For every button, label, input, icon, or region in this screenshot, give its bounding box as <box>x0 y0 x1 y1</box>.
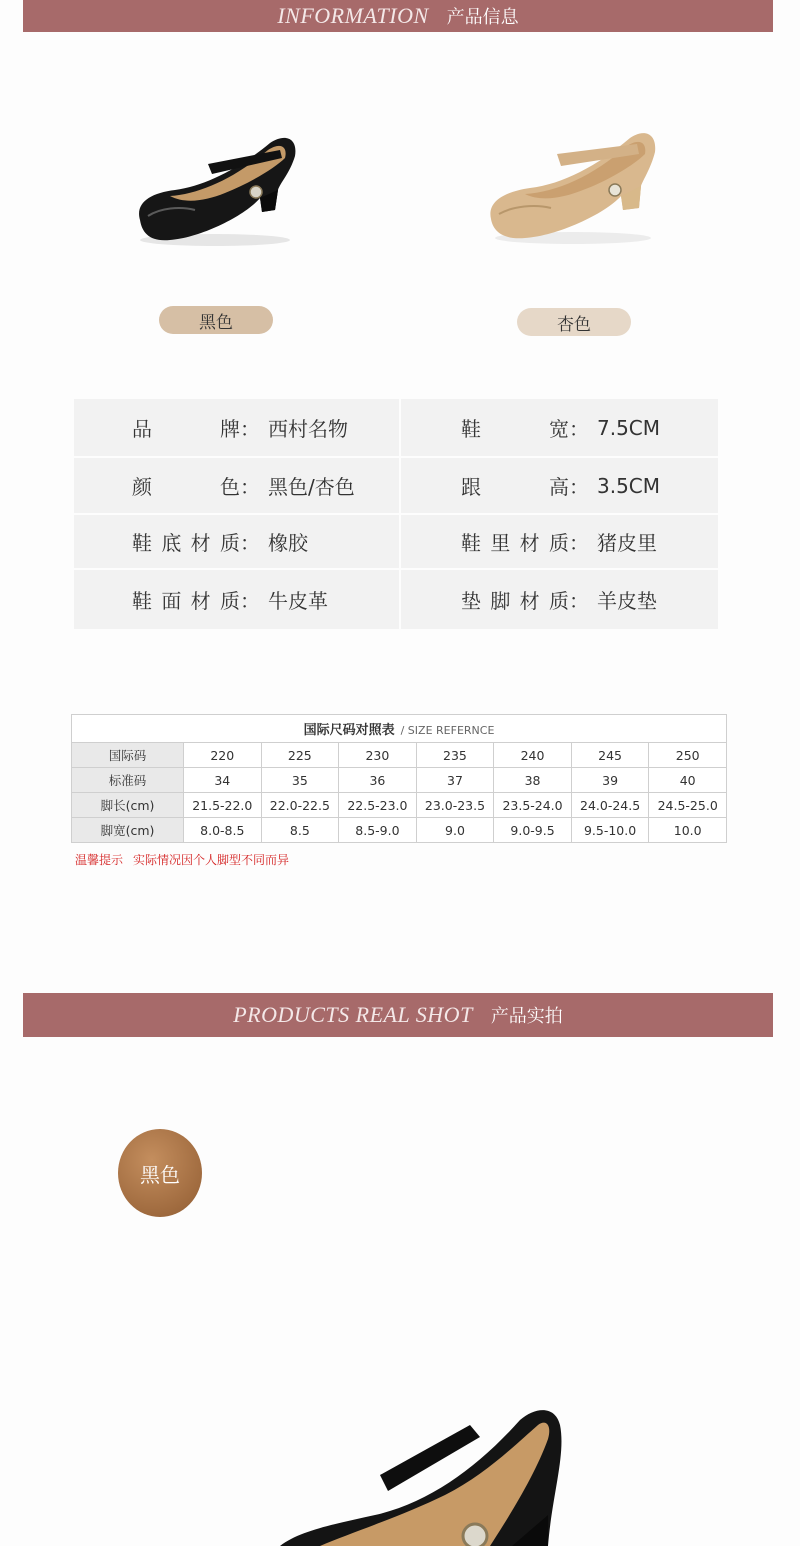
color-option-beige[interactable] <box>517 308 631 336</box>
color-option-label: 杏色 <box>557 314 591 335</box>
spec-value: 3.5CM <box>597 473 661 498</box>
spec-value: 西村名物 <box>268 417 348 441</box>
spec-key: 鞋里材质 <box>461 531 569 555</box>
spec-separator: ： <box>240 589 260 613</box>
table-cell: 39 <box>571 768 649 793</box>
table-cell: 225 <box>261 743 339 768</box>
spec-cell <box>74 458 399 515</box>
section-header-information <box>23 0 773 32</box>
table-cell: 8.5-9.0 <box>339 818 417 843</box>
color-option-label: 黑色 <box>199 312 233 333</box>
row-label: 脚宽(cm) <box>72 818 184 843</box>
spec-value: 橡胶 <box>268 531 308 555</box>
spec-key: 品牌 <box>132 417 240 441</box>
table-cell: 36 <box>339 768 417 793</box>
black-shoe-photo <box>280 1405 570 1546</box>
spec-separator: ： <box>569 417 589 441</box>
black-shoe-image <box>130 128 305 253</box>
table-cell: 24.5-25.0 <box>649 793 727 818</box>
spec-cell <box>74 515 399 570</box>
spec-separator: ： <box>569 475 589 499</box>
spec-cell <box>401 399 718 458</box>
table-cell: 38 <box>494 768 572 793</box>
beige-shoe-image <box>485 124 665 249</box>
spec-value: 猪皮里 <box>597 531 657 555</box>
spec-value: 黑色/杏色 <box>268 475 355 499</box>
section-title-cn: 产品信息 <box>446 7 519 28</box>
spec-key: 垫脚材质 <box>461 589 569 613</box>
spec-separator: ： <box>240 475 260 499</box>
table-cell: 35 <box>261 768 339 793</box>
size-tip-text: 实际情况因个人脚型不同而异 <box>133 853 290 867</box>
spec-key: 鞋面材质 <box>132 589 240 613</box>
section-title-en: INFORMATION <box>277 3 429 28</box>
spec-key: 跟高 <box>461 475 569 499</box>
size-table-title-row <box>72 715 727 743</box>
section-title-en: PRODUCTS REAL SHOT <box>233 1002 473 1027</box>
spec-separator: ： <box>240 417 260 441</box>
row-label: 脚长(cm) <box>72 793 184 818</box>
spec-value: 羊皮垫 <box>597 589 657 613</box>
table-cell: 22.5-23.0 <box>339 793 417 818</box>
size-reference-table <box>71 714 727 843</box>
size-table-title-cn: 国际尺码对照表 <box>303 723 395 738</box>
table-cell: 9.0 <box>416 818 494 843</box>
table-cell: 10.0 <box>649 818 727 843</box>
table-row <box>72 793 727 818</box>
spec-separator: ： <box>569 589 589 613</box>
table-cell: 245 <box>571 743 649 768</box>
spec-cell <box>74 570 399 631</box>
spec-cell <box>74 399 399 458</box>
row-label: 标准码 <box>72 768 184 793</box>
table-cell: 230 <box>339 743 417 768</box>
spec-separator: ： <box>240 531 260 555</box>
spec-table <box>74 399 718 635</box>
spec-value: 牛皮革 <box>268 589 328 613</box>
table-cell: 22.0-22.5 <box>261 793 339 818</box>
color-option-black[interactable] <box>159 306 273 334</box>
table-cell: 220 <box>184 743 262 768</box>
spec-cell <box>401 570 718 631</box>
section-title-cn: 产品实拍 <box>490 1006 563 1027</box>
table-cell: 40 <box>649 768 727 793</box>
spec-key: 鞋宽 <box>461 417 569 441</box>
table-cell: 24.0-24.5 <box>571 793 649 818</box>
size-table-title <box>72 715 727 743</box>
table-cell: 21.5-22.0 <box>184 793 262 818</box>
spec-cell <box>401 458 718 515</box>
table-row <box>72 818 727 843</box>
section-header-real-shot <box>23 993 773 1037</box>
table-cell: 9.0-9.5 <box>494 818 572 843</box>
spec-value: 7.5CM <box>597 415 661 440</box>
table-cell: 250 <box>649 743 727 768</box>
size-tip-title: 温馨提示 <box>75 853 124 867</box>
color-badge <box>118 1129 202 1217</box>
table-cell: 240 <box>494 743 572 768</box>
color-badge-label: 黑色 <box>140 1162 180 1187</box>
table-cell: 8.5 <box>261 818 339 843</box>
size-tip <box>75 851 289 868</box>
spec-cell <box>401 515 718 570</box>
table-cell: 23.0-23.5 <box>416 793 494 818</box>
table-row <box>72 743 727 768</box>
spec-separator: ： <box>569 531 589 555</box>
table-cell: 9.5-10.0 <box>571 818 649 843</box>
table-cell: 34 <box>184 768 262 793</box>
spec-key: 颜色 <box>132 475 240 499</box>
table-cell: 23.5-24.0 <box>494 793 572 818</box>
spec-key: 鞋底材质 <box>132 531 240 555</box>
table-cell: 37 <box>416 768 494 793</box>
table-cell: 8.0-8.5 <box>184 818 262 843</box>
table-row <box>72 768 727 793</box>
size-table-title-en: / SIZE REFERNCE <box>400 724 495 737</box>
row-label: 国际码 <box>72 743 184 768</box>
table-cell: 235 <box>416 743 494 768</box>
